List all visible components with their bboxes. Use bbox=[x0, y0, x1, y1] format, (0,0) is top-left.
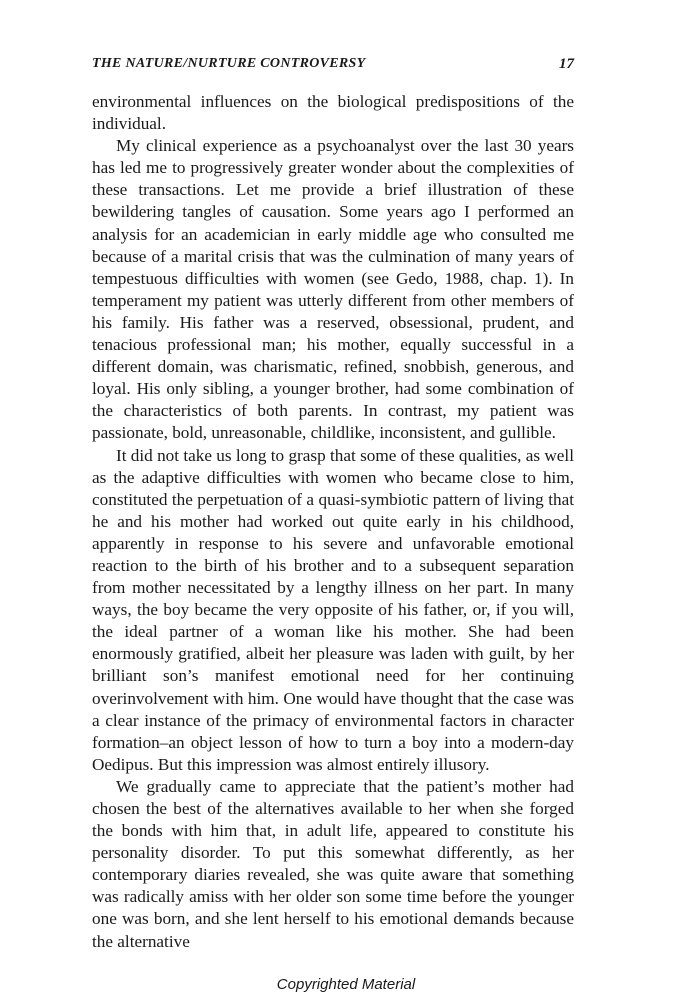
paragraph-4: We gradually came to appreciate that the patient’s mother had chosen the best of the alternatives available to her when she forged the bonds with him that, in adult life, appeared to constitute his personality disorder. To put this somewhat differently, as her contemporary diaries revealed, she was quite aware that something was radically amiss with her older son some time before the younger one was born, and she lent herself to his emotional demands because the alternative bbox=[92, 776, 574, 951]
running-title: THE NATURE/NURTURE CONTROVERSY bbox=[92, 56, 366, 71]
page-number: 17 bbox=[559, 56, 574, 72]
copyright-notice: Copyrighted Material bbox=[276, 976, 416, 993]
running-head bbox=[92, 56, 574, 82]
body-text bbox=[92, 91, 574, 953]
paragraph-2: My clinical experience as a psychoanalyst over the last 30 years has led me to progressively greater wonder about the complexities of these transactions. Let me provide a brief illustration of these bewildering tangles of causation. Some years ago I performed an analysis for an academician in early middle age who consulted me because of a marital crisis that was the culmination of many years of tempestuous difficulties with women (see Gedo, 1988, chap. 1). In temperament my patient was utterly different from other members of his family. His father was a reserved, obsessional, prudent, and tenacious professional man; his mother, equally successful in a different domain, was charismatic, refined, snobbish, generous, and loyal. His only sibling, a younger brother, had some combination of the characteristics of both parents. In contrast, my patient was passionate, bold, unreasonable, childlike, inconsistent, and gullible. bbox=[92, 136, 574, 443]
paragraph-3: It did not take us long to grasp that some of these qualities, as well as the adaptive difficulties with women who became close to him, constituted the perpetuation of a quasi-symbiotic pattern of living that he and his mother had worked out quite early in his childhood, apparently in response to his severe and unfavorable emotional reaction to the birth of his brother and to a subsequent separation from mother necessitated by a lengthy illness on her part. In many ways, the boy became the very opposite of his father, or, if you will, the ideal partner of a woman like his mother. She had been enormously gratified, albeit her pleasure was laden with guilt, by her brilliant son’s manifest emotional need for her continuing overinvolvement with him. One would have thought that the case was a clear instance of the primacy of environmental factors in character formation–an object lesson of how to turn a boy into a modern-day Oedipus. But this impression was almost entirely illusory. bbox=[92, 445, 574, 774]
paragraph-1: environmental influences on the biological predispositions of the individual. bbox=[92, 92, 574, 134]
